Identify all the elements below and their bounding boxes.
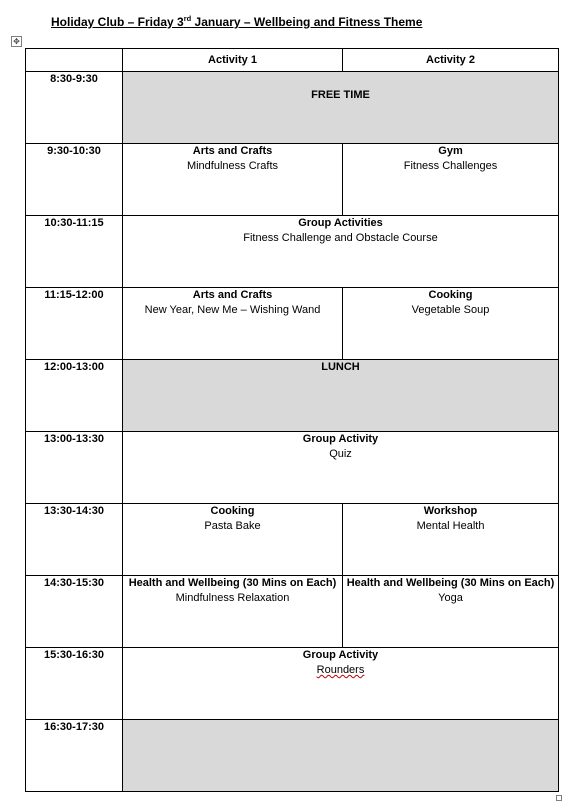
- table-row: [26, 288, 559, 360]
- activity-2-cell: [343, 144, 559, 216]
- activity-detail: Yoga: [438, 592, 463, 604]
- time-cell: 13:00-13:30: [26, 432, 123, 504]
- activity-detail: Mindfulness Crafts: [186, 160, 279, 172]
- table-move-handle-icon[interactable]: ✥: [11, 36, 22, 47]
- group-activity-cell: [123, 648, 559, 720]
- group-activity-cell: [123, 216, 559, 288]
- page-title: Holiday Club – Friday 3rd January – Wellbeing and Fitness Theme: [51, 14, 423, 29]
- activity-heading: Arts and Crafts: [192, 145, 273, 157]
- activity-detail: [123, 663, 558, 678]
- time-cell: 9:30-10:30: [26, 144, 123, 216]
- table-resize-handle-icon[interactable]: [556, 795, 562, 801]
- lunch-cell: [123, 360, 559, 432]
- time-cell: 8:30-9:30: [26, 72, 123, 144]
- table-header-row: [26, 49, 559, 72]
- activity-1-cell: [123, 144, 343, 216]
- spellcheck-word: Rounders: [316, 664, 365, 676]
- activity-1-cell: [123, 288, 343, 360]
- table-row: [26, 432, 559, 504]
- table-row: [26, 72, 559, 144]
- header-time: [26, 49, 123, 72]
- time-cell: 13:30-14:30: [26, 504, 123, 576]
- time-cell: 16:30-17:30: [26, 720, 123, 792]
- table-row: [26, 576, 559, 648]
- activity-detail: Fitness Challenges: [403, 160, 498, 172]
- table-row: [26, 720, 559, 792]
- activity-heading: Health and Wellbeing (30 Mins on Each): [128, 577, 337, 589]
- free-time-label: FREE TIME: [311, 89, 370, 101]
- activity-2-cell: [343, 504, 559, 576]
- time-cell: 10:30-11:15: [26, 216, 123, 288]
- table-row: [26, 504, 559, 576]
- activity-detail: Quiz: [329, 448, 352, 460]
- activity-1-cell: [123, 576, 343, 648]
- activity-heading: Cooking: [428, 289, 473, 301]
- table-row: [26, 648, 559, 720]
- activity-heading: Cooking: [210, 505, 255, 517]
- empty-shaded-cell: [123, 720, 559, 792]
- activity-heading: Health and Wellbeing (30 Mins on Each): [346, 577, 555, 589]
- table-row: [26, 216, 559, 288]
- header-activity-1: Activity 1: [123, 49, 343, 72]
- header-activity-2: Activity 2: [343, 49, 559, 72]
- activity-heading: Arts and Crafts: [192, 289, 273, 301]
- schedule-table: [25, 48, 559, 792]
- activity-heading: Group Activity: [302, 433, 379, 445]
- time-cell: 12:00-13:00: [26, 360, 123, 432]
- activity-detail: Mindfulness Relaxation: [175, 592, 290, 604]
- activity-detail: Vegetable Soup: [411, 304, 490, 316]
- time-cell: 15:30-16:30: [26, 648, 123, 720]
- lunch-label: LUNCH: [321, 361, 360, 373]
- free-time-cell: [123, 72, 559, 144]
- activity-2-cell: [343, 288, 559, 360]
- activity-heading: Group Activity: [302, 649, 379, 661]
- activity-detail: Fitness Challenge and Obstacle Course: [243, 232, 438, 244]
- activity-2-cell: [343, 576, 559, 648]
- table-row: [26, 144, 559, 216]
- activity-detail: Mental Health: [416, 520, 485, 532]
- activity-1-cell: [123, 504, 343, 576]
- group-activity-cell: [123, 432, 559, 504]
- activity-heading: Gym: [438, 145, 463, 157]
- activity-detail: Pasta Bake: [204, 520, 261, 532]
- activity-detail: New Year, New Me – Wishing Wand: [144, 304, 321, 316]
- time-cell: 11:15-12:00: [26, 288, 123, 360]
- time-cell: 14:30-15:30: [26, 576, 123, 648]
- activity-heading: Workshop: [423, 505, 478, 517]
- table-row: [26, 360, 559, 432]
- activity-heading: Group Activities: [298, 217, 383, 229]
